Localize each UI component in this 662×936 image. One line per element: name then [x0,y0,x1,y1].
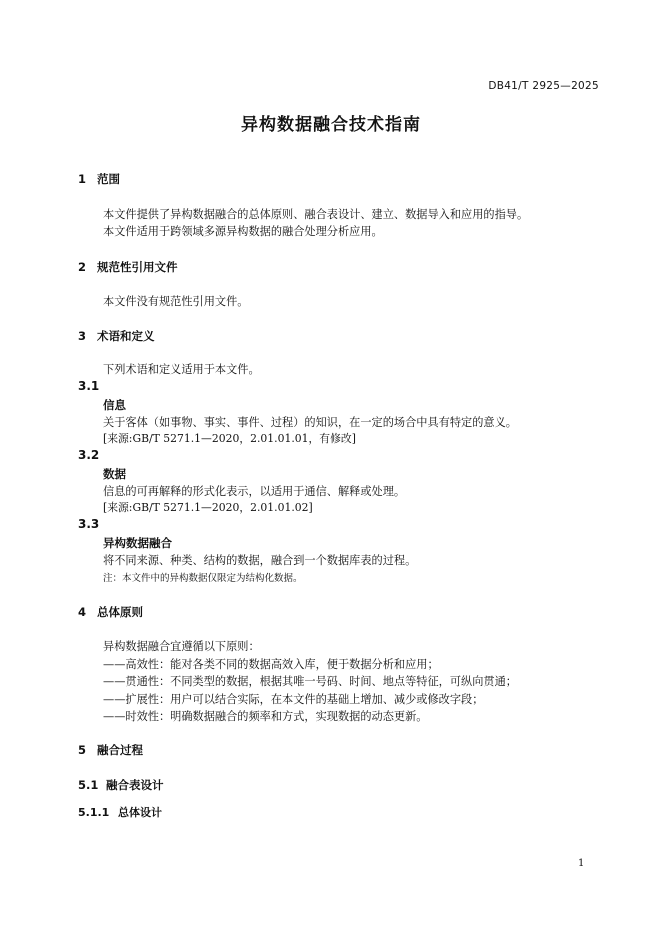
document-title: 异构数据融合技术指南 [241,115,421,135]
subsubsection-number: 5.1.1 [78,806,110,819]
paragraph: 本文件没有规范性引用文件。 [103,295,249,308]
section-3-heading [78,328,155,344]
term-definition: 将不同来源、种类、结构的数据，融合到一个数据库表的过程。 [103,554,417,567]
section-2-heading [78,259,178,275]
list-item: ——贯通性：不同类型的数据，根据其唯一号码、时间、地点等特征，可纵向贯通； [103,675,517,688]
paragraph: 下列术语和定义适用于本文件。 [103,363,260,376]
term-source: [来源:GB/T 5271.1—2020，2.01.01.01，有修改] [103,432,356,445]
subsection-heading [78,777,164,793]
subsubsection-heading [78,804,162,820]
section-title: 融合过程 [97,743,143,757]
list-item: ——时效性：明确数据融合的频率和方式，实现数据的动态更新。 [103,710,428,723]
paragraph: 本文件提供了异构数据融合的总体原则、融合表设计、建立、数据导入和应用的指导。 [103,208,529,221]
term-definition: 信息的可再解释的形式化表示，以适用于通信、解释或处理。 [103,485,406,498]
section-title: 规范性引用文件 [97,260,178,274]
term-number: 3.1 [78,379,100,393]
term-note: 注：本文件中的异构数据仅限定为结构化数据。 [103,573,303,584]
list-item: ——高效性：能对各类不同的数据高效入库，便于数据分析和应用； [103,658,439,671]
term-name: 信息 [103,398,126,412]
section-title: 术语和定义 [97,329,155,343]
paragraph: 异构数据融合宜遵循以下原则： [103,640,260,653]
section-title: 范围 [97,172,120,186]
page-number: 1 [578,858,585,869]
term-source: [来源:GB/T 5271.1—2020，2.01.01.02] [103,501,313,514]
paragraph: 本文件适用于跨领域多源异构数据的融合处理分析应用。 [103,225,383,238]
subsection-title: 融合表设计 [106,778,164,792]
section-number: 5 [78,743,87,757]
subsection-number: 5.1 [78,778,99,792]
document-number: DB41/T 2925—2025 [488,80,599,92]
section-number: 4 [78,605,87,619]
section-number: 2 [78,260,87,274]
section-4-heading [78,604,143,620]
term-definition: 关于客体（如事物、事实、事件、过程）的知识，在一定的场合中具有特定的意义。 [103,416,517,429]
term-name: 数据 [103,467,126,481]
section-5-heading [78,742,143,758]
term-name: 异构数据融合 [103,536,172,550]
term-number: 3.2 [78,448,100,462]
list-item: ——扩展性：用户可以结合实际，在本文件的基础上增加、减少或修改字段； [103,693,484,706]
section-number: 1 [78,172,87,186]
section-number: 3 [78,329,87,343]
term-number: 3.3 [78,517,100,531]
subsubsection-title: 总体设计 [118,806,162,819]
section-1-heading [78,171,120,187]
section-title: 总体原则 [97,605,143,619]
